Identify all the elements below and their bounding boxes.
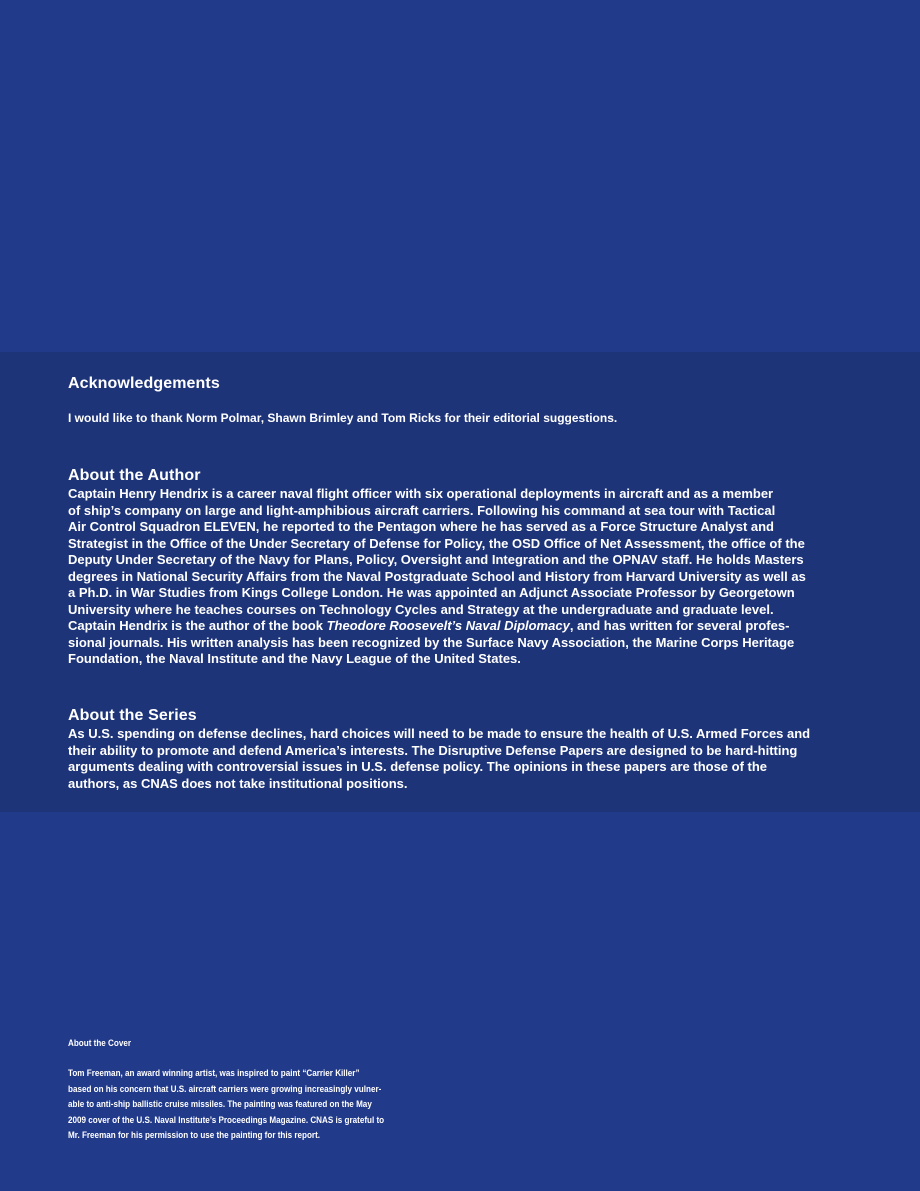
author-line: Captain Henry Hendrix is a career naval flight officer with six operational deployments in aircraft and as a member [68,486,774,501]
series-line: As U.S. spending on defense declines, hard choices will need to be made to ensure the health of U.S. Armed Forces and [68,726,811,741]
author-line [68,618,806,635]
about-series-heading: About the Series [68,707,197,724]
author-line: Strategist in the Office of the Under Secretary of Defense for Policy, the OSD Office of Net Assessment, the office of the [68,535,805,551]
about-series-text [68,726,810,792]
cover-line: 2009 cover of the U.S. Naval Institute’s Proceedings Magazine. CNAS is grateful to [68,1114,385,1125]
author-line: Foundation, the Naval Institute and the Navy League of the United States. [68,651,521,666]
author-line: Deputy Under Secretary of the Navy for Plans, Policy, Oversight and Integration and the OPNAV staff. He holds Masters [68,552,804,567]
cover-line: Tom Freeman, an award winning artist, was inspired to paint “Carrier Killer” [68,1068,360,1078]
author-line: of ship’s company on large and light-amphibious aircraft carriers. Following his command at sea tour with Tactical [68,502,776,518]
book-title: Theodore Roosevelt’s Naval Diplomacy [326,618,570,633]
about-author-text [68,486,806,668]
acknowledgements-text: I would like to thank Norm Polmar, Shawn Brimley and Tom Ricks for their editorial suggestions. [68,411,618,425]
cover-line: Mr. Freeman for his permission to use the painting for this report. [68,1130,321,1140]
author-line-text: , and has written for several profes- [569,618,790,633]
cover-line: based on his concern that U.S. aircraft carriers were growing increasingly vulner- [68,1083,382,1094]
author-line: degrees in National Security Affairs from the Naval Postgraduate School and History from Harvard University as well as [68,568,806,584]
author-line: a Ph.D. in War Studies from Kings College London. He was appointed an Adjunct Associate Professor by Georgetown [68,585,795,600]
series-line: authors, as CNAS does not take institutional positions. [68,775,408,791]
about-cover-heading: About the Cover [68,1038,132,1048]
series-line: their ability to promote and defend America’s interests. The Disruptive Defense Papers are designed to be hard-hitting [68,742,798,758]
author-line: Air Control Squadron ELEVEN, he reported to the Pentagon where he has served as a Force Structure Analyst and [68,519,774,534]
acknowledgements-heading: Acknowledgements [68,375,220,392]
author-line: University where he teaches courses on Technology Cycles and Strategy at the undergraduate and graduate level. [68,601,774,617]
cover-line: able to anti-ship ballistic cruise missiles. The painting was featured on the May [68,1099,372,1109]
about-cover-text [68,1066,415,1144]
author-line-text: Captain Hendrix is the author of the book [68,618,327,633]
about-author-heading: About the Author [68,467,201,484]
author-line: sional journals. His written analysis has been recognized by the Surface Navy Association, the Marine Corps Heritage [68,634,795,650]
series-line: arguments dealing with controversial issues in U.S. defense policy. The opinions in these papers are those of the [68,759,768,774]
